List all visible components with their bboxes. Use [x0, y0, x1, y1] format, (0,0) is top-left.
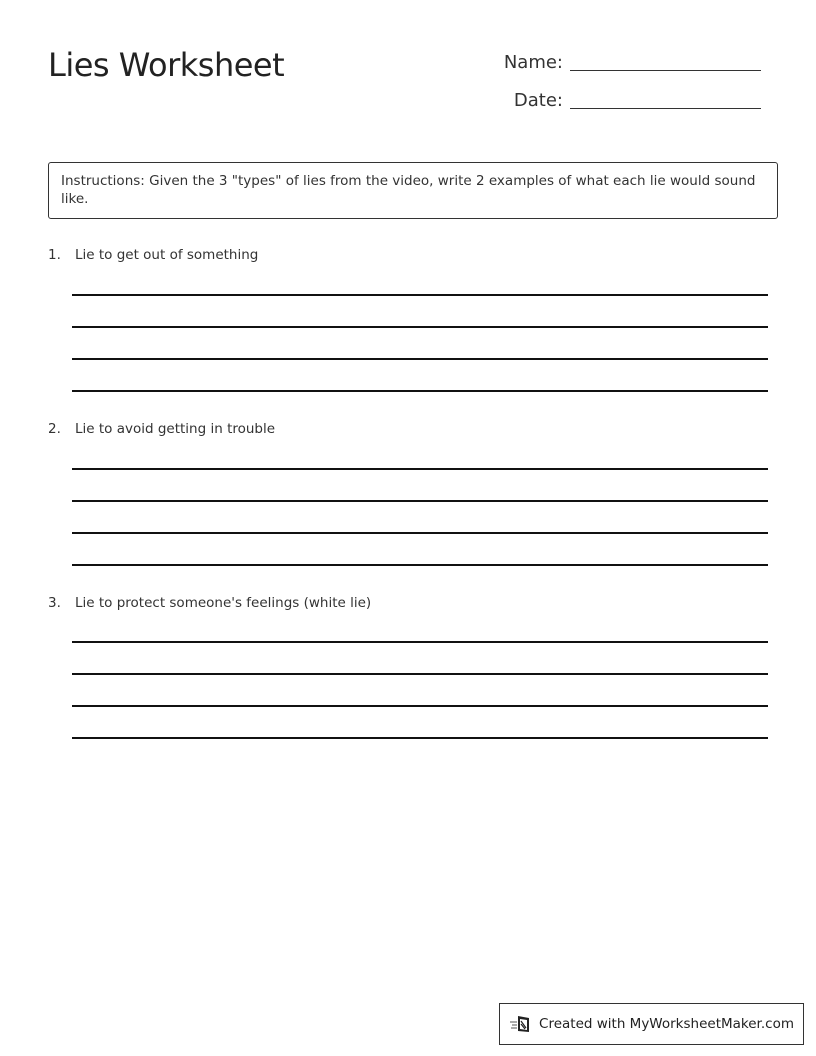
answer-line[interactable]	[72, 705, 768, 707]
date-label: Date:	[513, 90, 563, 111]
answer-line[interactable]	[72, 468, 768, 470]
answer-line[interactable]	[72, 564, 768, 566]
answer-line[interactable]	[72, 500, 768, 502]
question-number: 1.	[48, 247, 61, 263]
footer-text: Created with MyWorksheetMaker.com	[539, 1016, 794, 1032]
page-title: Lies Worksheet	[48, 46, 285, 84]
answer-line[interactable]	[72, 390, 768, 392]
name-line[interactable]	[570, 69, 761, 71]
answer-line[interactable]	[72, 532, 768, 534]
worksheet-maker-logo-icon	[509, 1014, 533, 1034]
name-field	[493, 52, 761, 73]
answer-line[interactable]	[72, 641, 768, 643]
date-line[interactable]	[570, 107, 761, 109]
footer-badge[interactable]	[499, 1003, 804, 1045]
answer-line[interactable]	[72, 294, 768, 296]
question-text: Lie to get out of something	[75, 247, 259, 263]
answer-line[interactable]	[72, 673, 768, 675]
question-2	[48, 420, 768, 438]
answer-line[interactable]	[72, 358, 768, 360]
name-label: Name:	[503, 52, 563, 73]
question-text: Lie to avoid getting in trouble	[75, 421, 276, 437]
instructions-box: Instructions: Given the 3 "types" of lies from the video, write 2 examples of what each lie would sound like.	[48, 162, 778, 219]
answer-line[interactable]	[72, 326, 768, 328]
question-number: 3.	[48, 595, 61, 611]
answer-line[interactable]	[72, 737, 768, 739]
date-field	[493, 90, 761, 111]
question-1	[48, 246, 768, 264]
question-3	[48, 594, 768, 612]
question-text: Lie to protect someone's feelings (white lie)	[75, 595, 372, 611]
question-number: 2.	[48, 421, 61, 437]
